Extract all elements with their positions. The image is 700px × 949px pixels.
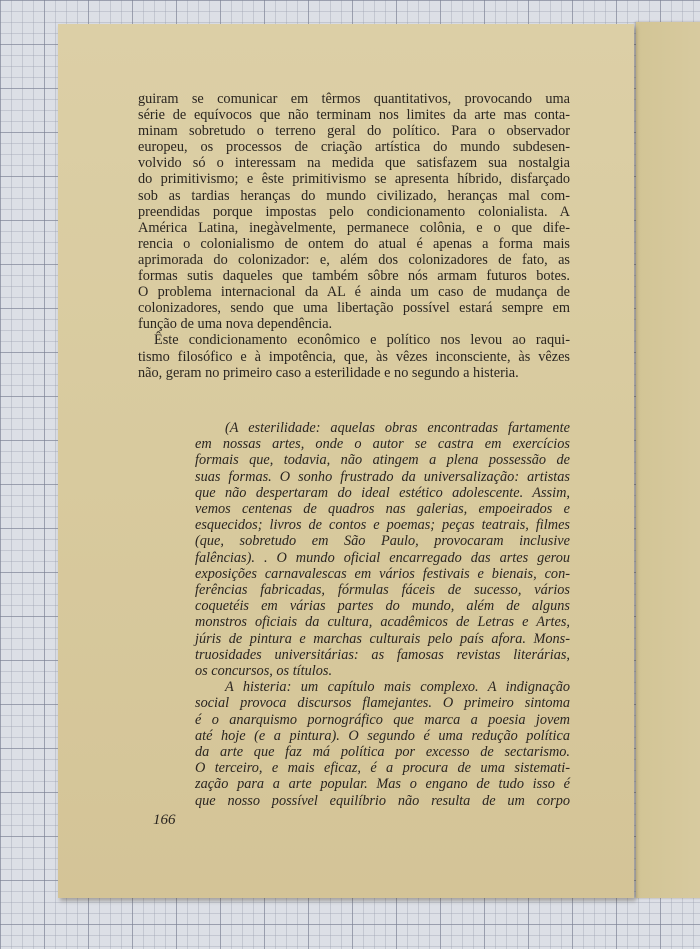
text-line: guiram se comunicar em têrmos quantitativos, provocando uma bbox=[138, 91, 570, 107]
text-line: série de equívocos que não terminam nos limites da arte mas conta- bbox=[138, 107, 570, 124]
text-line: preendidas porque impostas pelo condicionamento colonialista. A bbox=[138, 203, 570, 220]
block-quote bbox=[195, 420, 570, 809]
quote-line: júris de pintura e marchas culturais pelo país afora. Mons- bbox=[195, 630, 570, 647]
quote-line: que não despertaram do ideal estético adolescente. Assim, bbox=[195, 484, 570, 501]
quote-line: O terceiro, e mais eficaz, é a procura de uma sistemati- bbox=[195, 760, 570, 777]
book-page bbox=[58, 24, 634, 898]
text-line: função de uma nova dependência. bbox=[138, 316, 333, 333]
text-line: O problema internacional da AL é ainda um caso de mudança de bbox=[138, 284, 570, 301]
text-line: não, geram no primeiro caso a esterilidade e no segundo a histeria. bbox=[138, 364, 519, 381]
quote-line: monstros oficiais da cultura, acadêmicos de Letras e Artes, bbox=[195, 614, 570, 631]
quote-line: em nossas artes, onde o autor se castra em exercícios bbox=[195, 436, 570, 453]
text-line: América Latina, inegàvelmente, permanece colônia, e o que dife- bbox=[138, 219, 570, 236]
quote-line: coquetéis em várias partes do mundo, além de alguns bbox=[195, 598, 570, 615]
quote-line: vemos centenas de quadros nas galerias, empoeirados e bbox=[195, 501, 570, 518]
text-line: formas sutis daqueles que também sôbre nós armam futuros botes. bbox=[138, 268, 570, 285]
text-line: sob as tardias heranças do mundo civilizado, heranças mal com- bbox=[138, 187, 570, 204]
quote-line: é o anarquismo pornográfico que marca a poesia jovem bbox=[195, 711, 570, 728]
text-line: europeu, os processos de criação artística do mundo subdesen- bbox=[138, 139, 570, 156]
text-line: Êste condicionamento econômico e político nos levou ao raqui- bbox=[154, 332, 570, 349]
quote-line: zação para a arte popular. Mas o engano de tudo isso é bbox=[195, 776, 570, 793]
next-page-edge bbox=[636, 22, 700, 898]
quote-line: formais que, todavia, não atingem a plena possessão de bbox=[195, 452, 570, 469]
paragraph-1 bbox=[138, 91, 570, 332]
text-line: aprimorada do colonizador: e, além dos colonizadores de fato, as bbox=[138, 251, 570, 268]
text-line: do primitivismo; e êste primitivismo se apresenta híbrido, disfarçado bbox=[138, 171, 570, 188]
page-number: 166 bbox=[153, 812, 176, 828]
quote-line: truosidades universitárias: as famosas revistas literárias, bbox=[195, 646, 570, 663]
quote-line: os concursos, os títulos. bbox=[195, 663, 333, 680]
quote-line: A histeria: um capítulo mais complexo. A indignação bbox=[225, 679, 570, 696]
quote-line: que nosso possível equilíbrio não resulta de um corpo bbox=[195, 792, 570, 809]
quote-line: da arte que faz má política por excesso de sectarismo. bbox=[195, 744, 570, 761]
quote-line: (que, sobretudo em São Paulo, provocaram inclusive bbox=[195, 533, 570, 550]
paragraph-2 bbox=[138, 332, 570, 380]
quote-line: social provoca discursos flamejantes. O primeiro sintoma bbox=[195, 695, 570, 712]
quote-line: suas formas. O sonho frustrado da universalização: artistas bbox=[195, 468, 570, 485]
text-line: rencia o colonialismo de ontem do atual é apenas a forma mais bbox=[138, 235, 570, 252]
quote-line: até hoje (e a pintura). O segundo é uma redução política bbox=[195, 727, 570, 744]
quote-line: falências). . O mundo oficial encarregado das artes gerou bbox=[195, 549, 570, 566]
text-line: tismo filosófico e à impotência, que, às vêzes inconsciente, às vêzes bbox=[138, 348, 570, 365]
body-text bbox=[138, 91, 570, 381]
quote-line: ferências fabricadas, fórmulas fáceis de sucesso, vários bbox=[195, 582, 570, 599]
text-line: volvido só o interessam na medida que satisfazem sua nostalgia bbox=[138, 155, 570, 172]
text-line: colonizadores, sendo que uma libertação possível estará sempre em bbox=[138, 300, 570, 317]
quote-line: esquecidos; livros de contos e poemas; peças teatrais, filmes bbox=[195, 517, 570, 534]
quote-line: (A esterilidade: aquelas obras encontradas fartamente bbox=[225, 420, 570, 436]
quote-line: exposições carnavalescas em vários festivais e bienais, con- bbox=[195, 565, 570, 582]
text-line: minam sobretudo o terreno geral do político. Para o observador bbox=[138, 123, 570, 140]
